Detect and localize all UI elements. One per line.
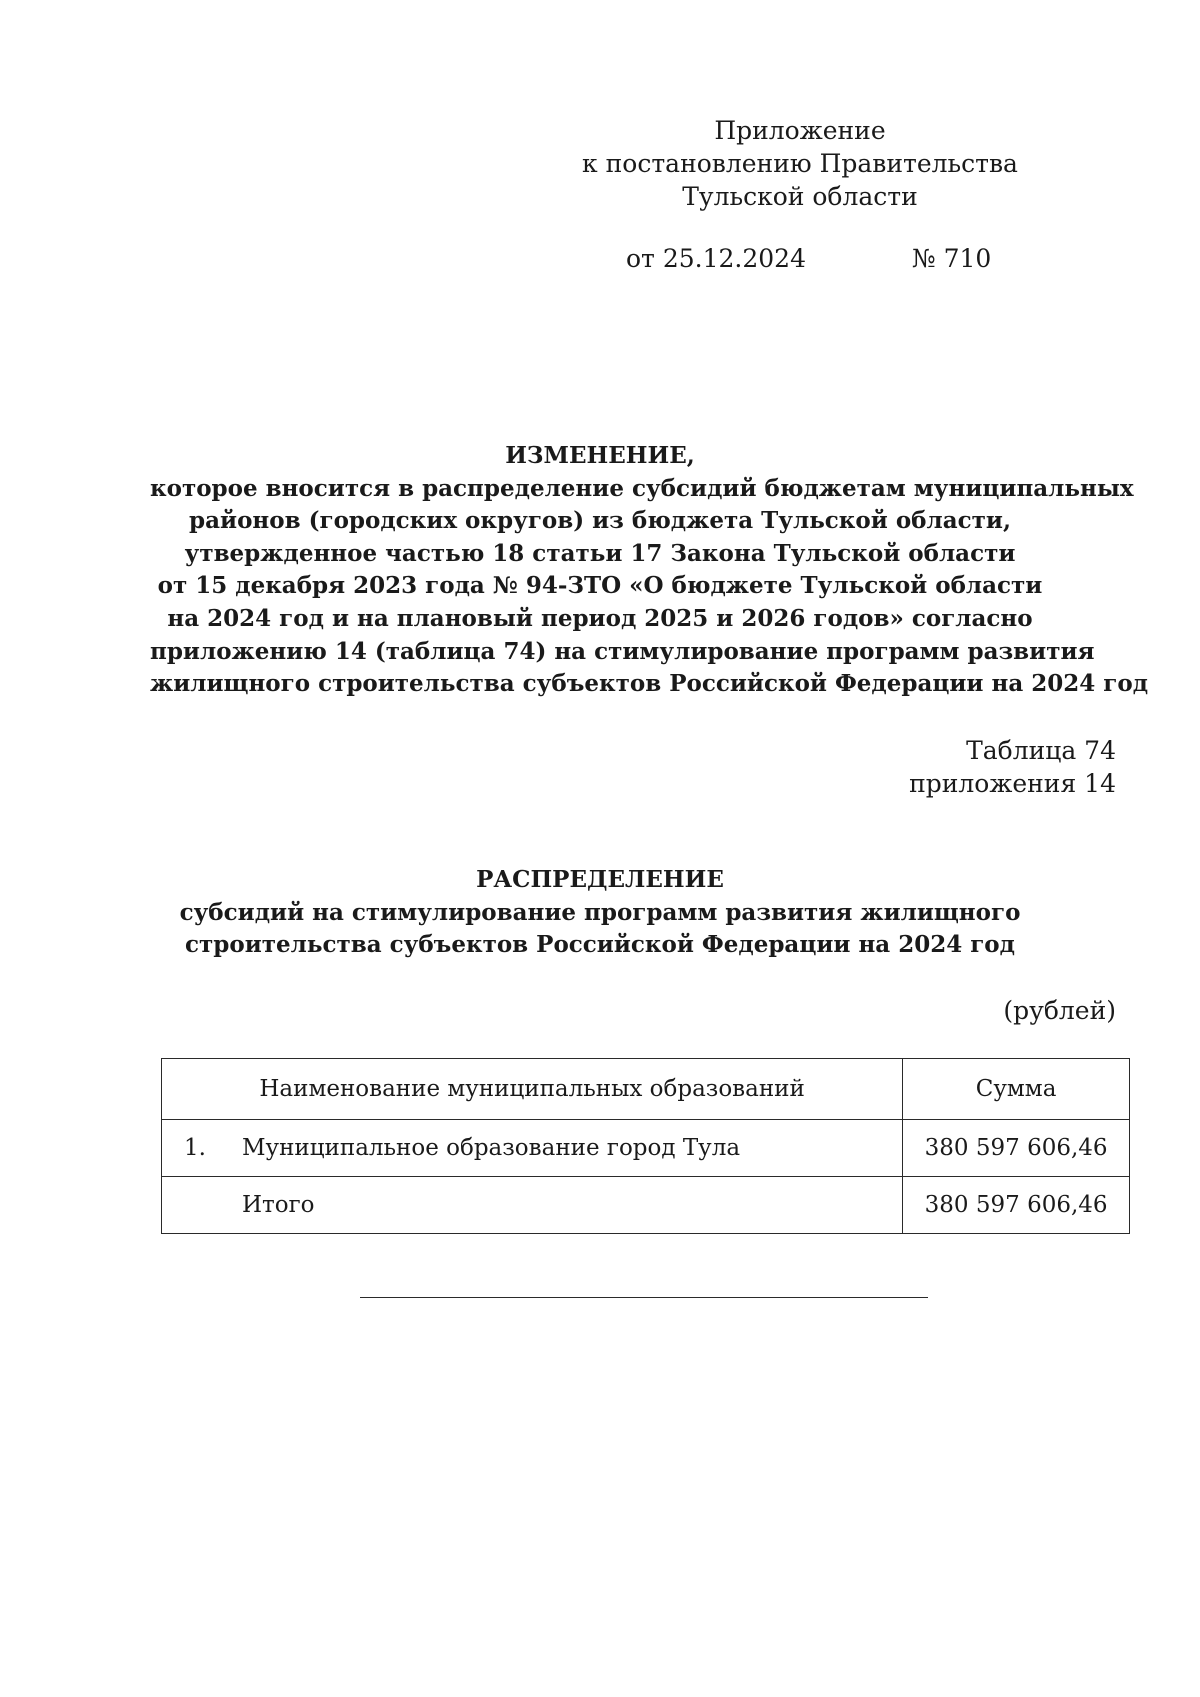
change-title-line: жилищного строительства субъектов Российской Федерации на 2024 год bbox=[150, 670, 1149, 698]
appendix-line: Приложение bbox=[714, 116, 886, 145]
row-name-cell bbox=[162, 1120, 903, 1177]
row-name: Муниципальное образование город Тула bbox=[242, 1135, 741, 1161]
distribution-title-line: субсидий на стимулирование программ развития жилищного bbox=[179, 898, 1021, 926]
change-title-line: приложению 14 (таблица 74) на стимулирование программ развития bbox=[150, 637, 1095, 665]
appendix-header bbox=[560, 114, 1040, 213]
closing-divider bbox=[360, 1297, 928, 1298]
change-title-line: на 2024 год и на плановый период 2025 и 2026 годов» согласно bbox=[167, 604, 1033, 632]
row-number: 1. bbox=[184, 1135, 206, 1161]
table-reference bbox=[909, 734, 1116, 800]
table-row bbox=[162, 1120, 1130, 1177]
table-ref-line: Таблица 74 bbox=[966, 736, 1116, 765]
subsidy-table bbox=[161, 1058, 1130, 1234]
header-name: Наименование муниципальных образований bbox=[162, 1059, 903, 1120]
units-label: (рублей) bbox=[1003, 996, 1116, 1025]
decree-reference bbox=[0, 244, 1200, 278]
distribution-title bbox=[150, 864, 1050, 962]
table-ref-line: приложения 14 bbox=[909, 769, 1116, 798]
change-title-line: от 15 декабря 2023 года № 94-ЗТО «О бюджете Тульской области bbox=[157, 572, 1043, 600]
total-label: Итого bbox=[242, 1192, 315, 1218]
change-title-line: ИЗМЕНЕНИЕ, bbox=[505, 442, 695, 469]
distribution-title-line: РАСПРЕДЕЛЕНИЕ bbox=[476, 866, 724, 893]
decree-number: № 710 bbox=[912, 244, 992, 273]
appendix-line: Тульской области bbox=[682, 182, 918, 211]
distribution-title-line: строительства субъектов Российской Федерации на 2024 год bbox=[185, 931, 1015, 959]
change-title-line: которое вносится в распределение субсидий бюджетам муниципальных bbox=[150, 474, 1134, 502]
change-title bbox=[150, 440, 1149, 701]
table-total-row bbox=[162, 1177, 1130, 1234]
change-title-line: утвержденное частью 18 статьи 17 Закона Тульской области bbox=[184, 539, 1016, 567]
total-sum: 380 597 606,46 bbox=[903, 1177, 1130, 1234]
row-sum: 380 597 606,46 bbox=[903, 1120, 1130, 1177]
appendix-line: к постановлению Правительства bbox=[582, 149, 1018, 178]
change-title-line: районов (городских округов) из бюджета Тульской области, bbox=[189, 507, 1011, 535]
total-name-cell bbox=[162, 1177, 903, 1234]
decree-date: от 25.12.2024 bbox=[626, 244, 806, 273]
header-sum: Сумма bbox=[903, 1059, 1130, 1120]
table-header-row bbox=[162, 1059, 1130, 1120]
